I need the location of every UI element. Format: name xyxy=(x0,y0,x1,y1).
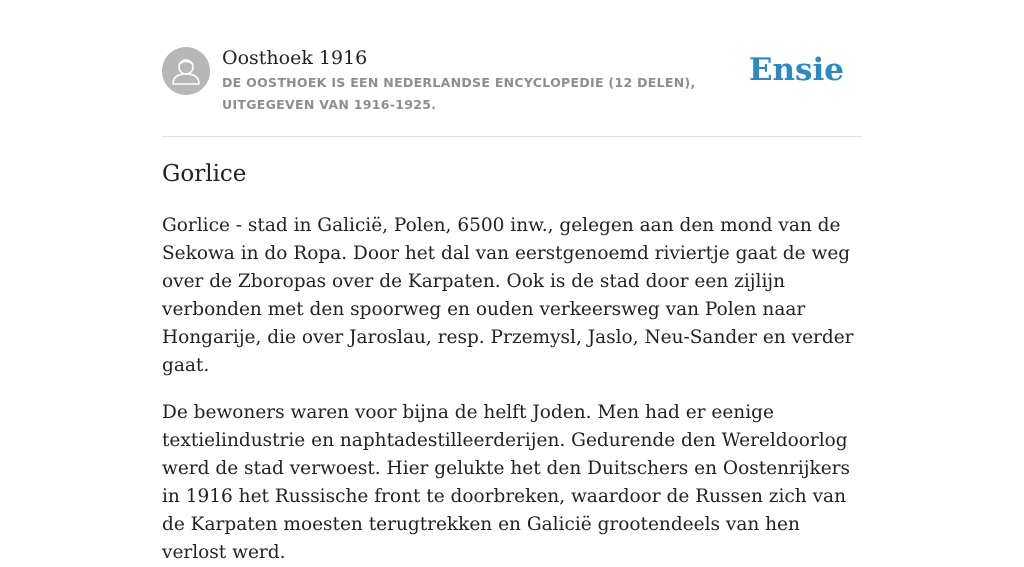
source-avatar[interactable] xyxy=(162,47,210,95)
article xyxy=(162,158,862,567)
user-icon xyxy=(162,47,210,95)
ensie-logo[interactable]: Ensie xyxy=(748,52,844,88)
source-name[interactable]: Oosthoek 1916 xyxy=(222,47,368,69)
source-description: DE OOSTHOEK IS EEN NEDERLANDSE ENCYCLOPEDIE (12 DELEN), UITGEGEVEN VAN 1916-1925. xyxy=(222,75,696,112)
article-paragraph: De bewoners waren voor bijna de helft Joden. Men had er eenige textielindustrie en naphtadestilleerderijen. Gedurende den Wereldoorlog werd de stad verwoest. Hier gelukte het den Duitschers en Oostenrijkers in 1916 het Russische front te doorbreken, waardoor de Russen zich van de Karpaten moesten terugtrekken en Galicië grootendeels van hen verlost werd. xyxy=(162,402,851,563)
article-paragraph: Gorlice - stad in Galicië, Polen, 6500 inw., gelegen aan den mond van de Sekowa in do Ropa. Door het dal van eerstgenoemd riviertje gaat de weg over de Zboropas over de Karpaten. Ook is de stad door een zijlijn verbonden met den spoorweg en ouden verkeersweg van Polen naar Hongarije, die over Jaroslau, resp. Przemysl, Jaslo, Neu-Sander en verder gaat. xyxy=(162,215,854,376)
article-title: Gorlice xyxy=(162,161,247,187)
source-header xyxy=(162,44,862,137)
